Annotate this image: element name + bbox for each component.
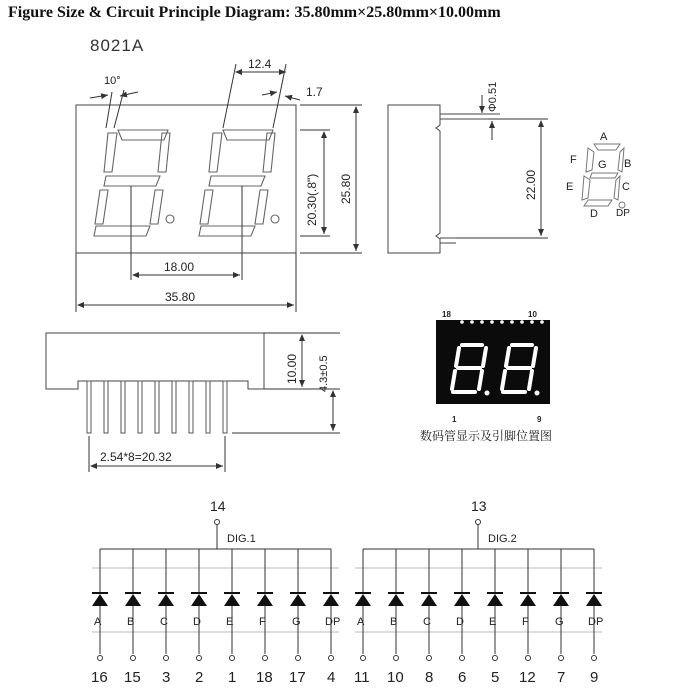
segment-label: F	[522, 616, 529, 628]
seg-g	[590, 173, 618, 178]
dim-total-width: 35.80	[165, 290, 196, 304]
seg-label-dp: DP	[616, 208, 630, 219]
dim-total-height: 25.80	[339, 173, 353, 204]
photo-pin-18: 18	[442, 310, 451, 319]
diode-symbol	[487, 594, 503, 606]
seg-c	[614, 176, 620, 200]
segment-pin-terminal	[592, 656, 597, 661]
segment-pin-number: 16	[91, 669, 108, 686]
seg-a	[594, 144, 620, 150]
segment-pin-number: 15	[124, 669, 141, 686]
segment-pin-number: 12	[519, 669, 536, 686]
bottom-view	[46, 333, 340, 472]
seg-label-g: G	[598, 159, 607, 171]
segment-pin-number: 7	[557, 669, 566, 686]
dim-pin-diameter: Φ0.51	[487, 81, 499, 112]
diode-symbol	[257, 594, 273, 606]
photo-pin-1: 1	[452, 415, 457, 424]
photo-pin-10: 10	[528, 310, 537, 319]
front-digit-1	[94, 130, 174, 236]
side-body-outline	[388, 105, 440, 253]
photo-caption: 数码管显示及引脚位置图	[420, 429, 553, 443]
common-pin-label: 13	[471, 498, 487, 514]
segment-pin-number: 18	[256, 669, 273, 686]
model-number: 8021A	[90, 36, 145, 55]
segment-pin-terminal	[329, 656, 334, 661]
seg-d	[584, 200, 612, 206]
diode-symbol	[586, 594, 602, 606]
digit-label: DIG.1	[227, 533, 256, 545]
segment-pin-terminal	[230, 656, 235, 661]
dim-digit-pitch: 12.4	[248, 57, 272, 71]
segment-label: E	[489, 616, 497, 628]
diode-symbol	[224, 594, 240, 606]
segment-pin-terminal	[427, 656, 432, 661]
diode-symbol	[520, 594, 536, 606]
segment-pin-number: 6	[458, 669, 467, 686]
figure-title: Figure Size & Circuit Principle Diagram: 35.80mm×25.80mm×10.00mm	[8, 4, 501, 21]
diode-symbol	[388, 594, 404, 606]
dim-pin-span: 18.00	[164, 260, 195, 274]
segment-map	[582, 144, 625, 208]
segment-label: D	[193, 616, 201, 628]
segment-label: B	[390, 616, 398, 628]
bottom-pins	[87, 381, 227, 433]
common-pin-terminal	[215, 520, 220, 525]
segment-pin-terminal	[361, 656, 366, 661]
segment-pin-terminal	[493, 656, 498, 661]
segment-pin-terminal	[197, 656, 202, 661]
segment-pin-number: 11	[354, 669, 370, 686]
diode-symbol	[355, 594, 371, 606]
diode-symbol	[191, 594, 207, 606]
dim-angle: 10°	[104, 75, 121, 87]
segment-pin-terminal	[526, 656, 531, 661]
segment-pin-terminal	[131, 656, 136, 661]
diode-symbol	[290, 594, 306, 606]
segment-pin-terminal	[559, 656, 564, 661]
segment-label: G	[292, 616, 301, 628]
seg-label-f: F	[570, 154, 577, 166]
segment-label: DP	[325, 616, 341, 628]
segment-pin-terminal	[164, 656, 169, 661]
diode-symbol	[158, 594, 174, 606]
segment-pin-terminal	[296, 656, 301, 661]
seg-label-b: B	[624, 158, 632, 170]
seg-label-c: C	[622, 181, 630, 193]
segment-label: A	[94, 616, 102, 628]
diode-symbol	[553, 594, 569, 606]
segment-pin-number: 3	[162, 669, 171, 686]
diode-symbol	[125, 594, 141, 606]
segment-pin-terminal	[263, 656, 268, 661]
segment-pin-terminal	[98, 656, 103, 661]
common-pin-label: 14	[210, 498, 226, 514]
segment-label: DP	[588, 616, 604, 628]
common-pin-terminal	[476, 520, 481, 525]
photo-pin-9: 9	[537, 415, 542, 424]
segment-pin-number: 8	[425, 669, 434, 686]
segment-label: G	[555, 616, 564, 628]
dim-side-height: 22.00	[524, 169, 538, 200]
dim-pin-length: 4.3±0.5	[318, 355, 330, 392]
digit-label: DIG.2	[488, 533, 517, 545]
segment-pin-number: 1	[228, 669, 237, 686]
segment-pin-number: 2	[195, 669, 204, 686]
photo-pins-top	[460, 320, 544, 324]
segment-label: A	[357, 616, 365, 628]
segment-label: B	[127, 616, 135, 628]
photo-pins-bottom	[456, 406, 540, 410]
seg-label-e: E	[566, 181, 574, 193]
segment-label: C	[423, 616, 431, 628]
segment-label: C	[160, 616, 168, 628]
diode-symbol	[323, 594, 339, 606]
product-photo	[436, 320, 550, 410]
diode-symbol	[421, 594, 437, 606]
front-body-outline	[76, 105, 296, 253]
segment-label: D	[456, 616, 464, 628]
front-digit-2	[199, 130, 279, 236]
segment-pin-number: 17	[289, 669, 306, 686]
dim-body-height: 10.00	[285, 353, 299, 384]
segment-pin-terminal	[460, 656, 465, 661]
segment-label: F	[259, 616, 266, 628]
seg-e	[582, 176, 590, 200]
dim-digit-height: 20.30(.8")	[305, 173, 319, 226]
segment-label: E	[226, 616, 234, 628]
dim-pin-pitch: 2.54*8=20.32	[100, 450, 172, 464]
dim-seg-width: 1.7	[306, 85, 323, 99]
circuit-diagram	[91, 498, 603, 686]
seg-label-d: D	[590, 208, 598, 220]
diode-symbol	[92, 594, 108, 606]
segment-pin-terminal	[394, 656, 399, 661]
diode-symbol	[454, 594, 470, 606]
front-view	[76, 64, 362, 312]
segment-pin-number: 5	[491, 669, 500, 686]
seg-f	[586, 148, 594, 172]
segment-pin-number: 10	[387, 669, 404, 686]
segment-pin-number: 4	[327, 669, 336, 686]
segment-pin-number: 9	[590, 669, 599, 686]
seg-label-a: A	[600, 131, 608, 143]
